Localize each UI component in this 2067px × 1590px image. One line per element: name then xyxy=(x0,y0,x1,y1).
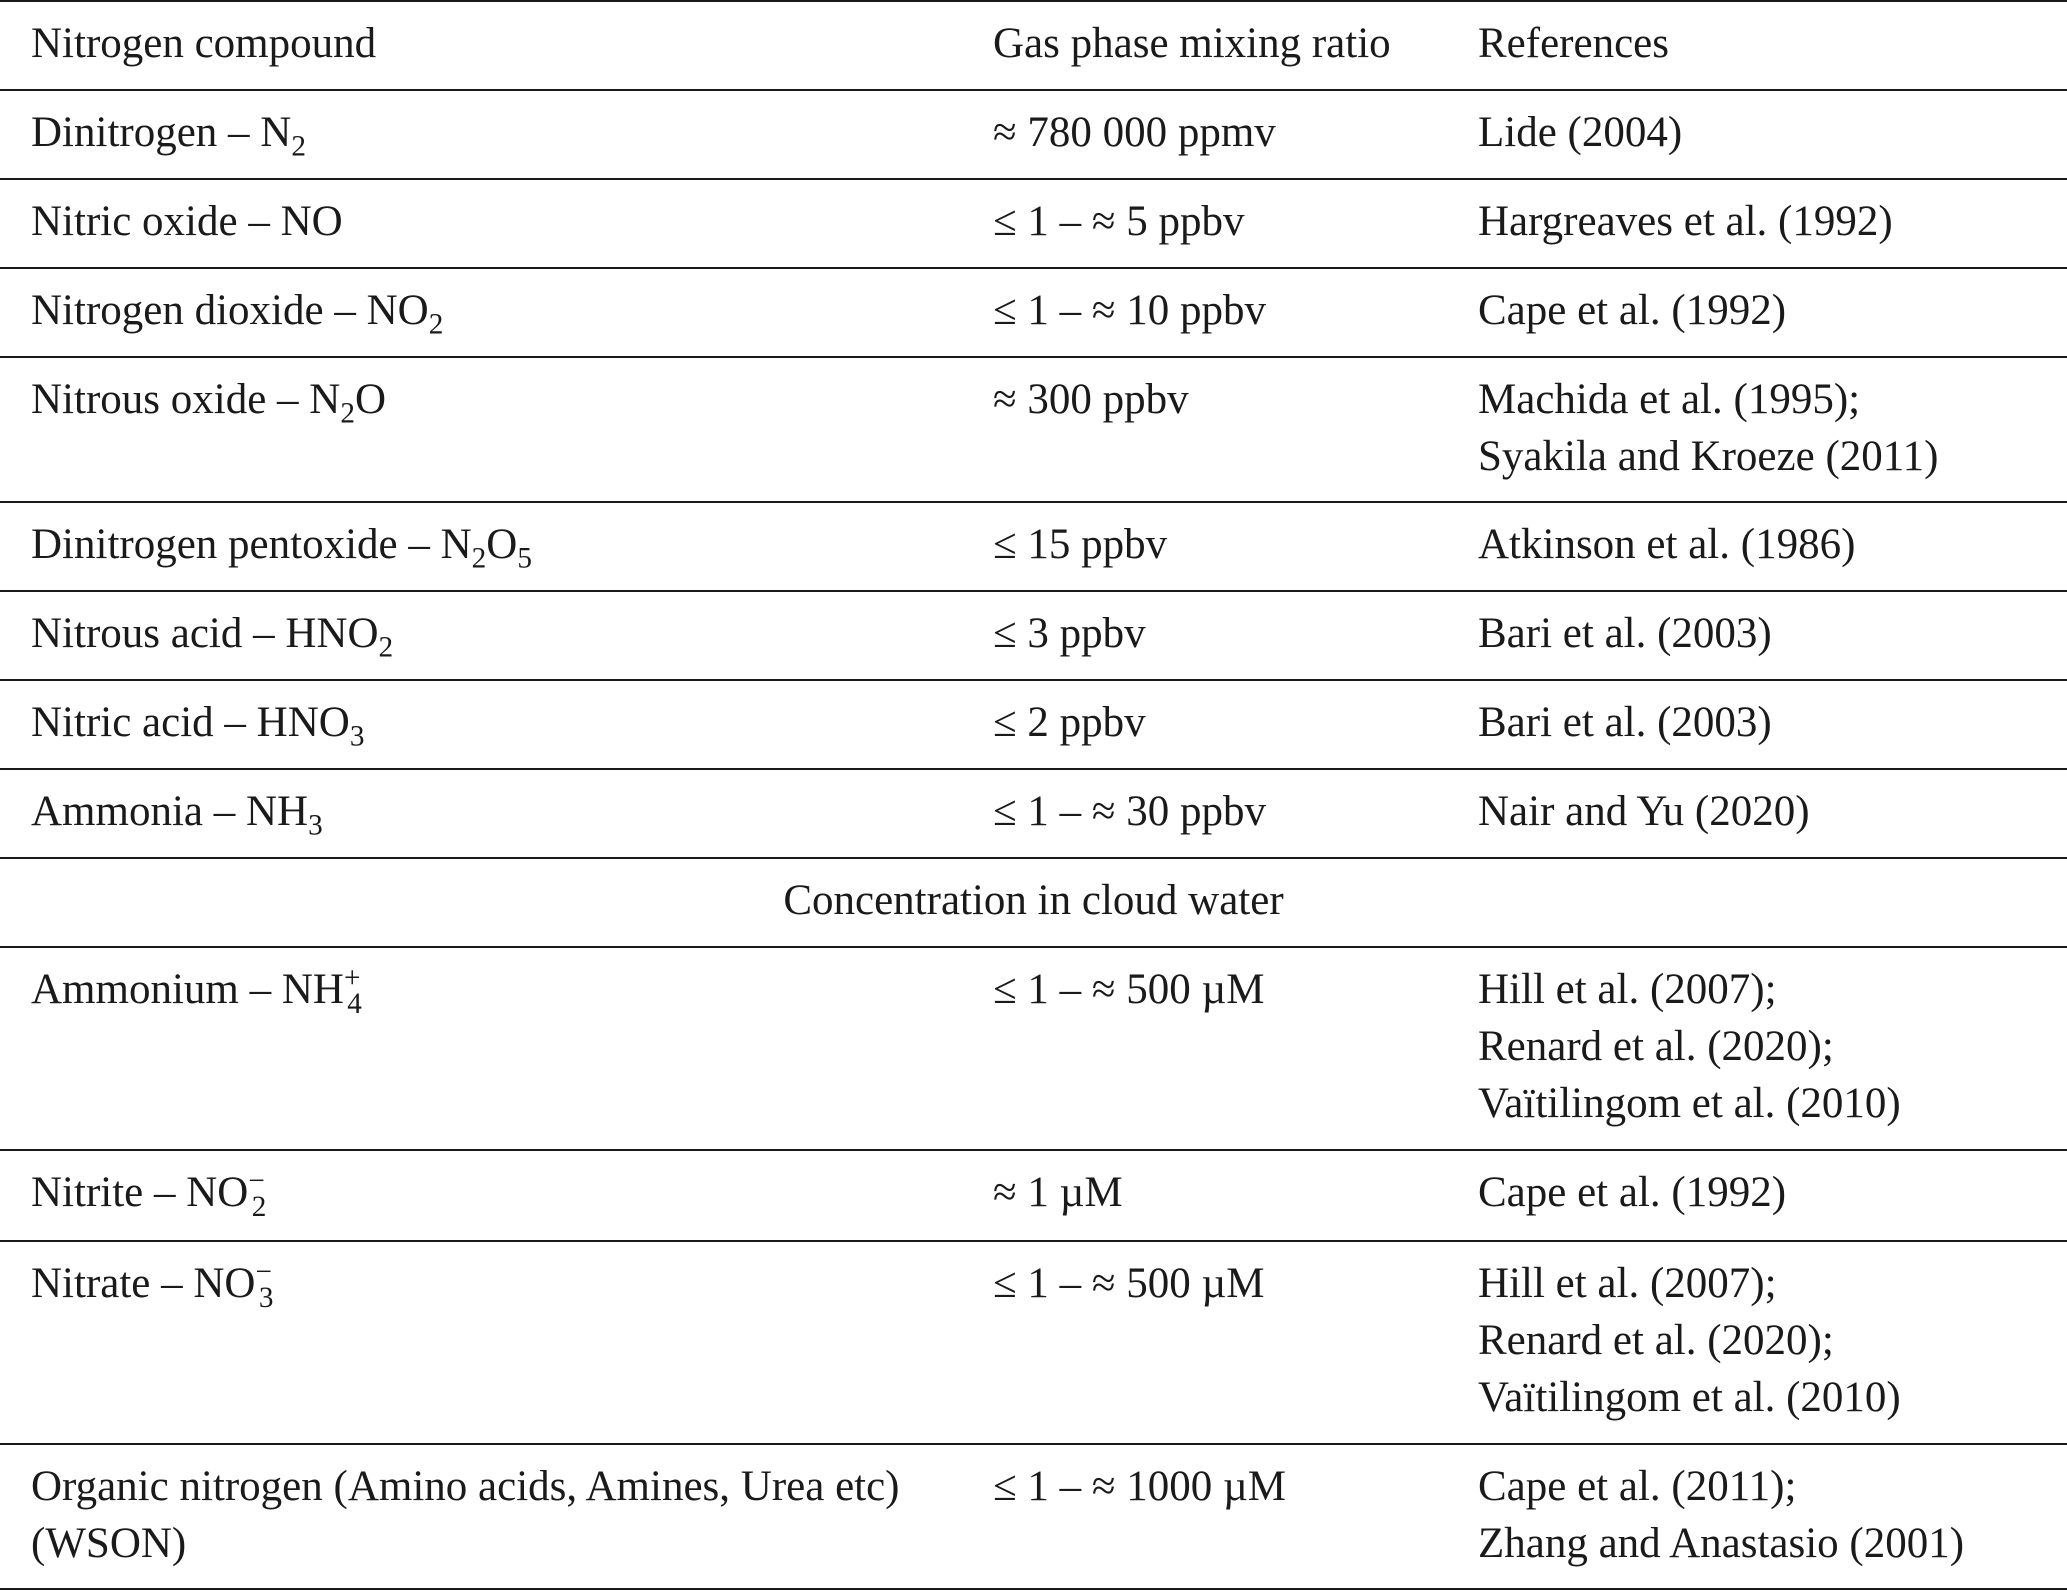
table-row xyxy=(0,90,2067,179)
reference-cell: Nair and Yu (2020) xyxy=(1478,769,2067,858)
table-row xyxy=(0,1241,2067,1444)
value-cell: ≤ 15 ppbv xyxy=(993,502,1478,591)
reference-cell: Atkinson et al. (1986) xyxy=(1478,502,2067,591)
value-cell: ≤ 1 – ≈ 10 ppbv xyxy=(993,268,1478,357)
value-cell: ≤ 2 ppbv xyxy=(993,680,1478,769)
compound-cell: Nitric acid – $HNO_3$ xyxy=(0,680,993,769)
compound-cell: Dinitrogen pentoxide – $N_2O_5$ xyxy=(0,502,993,591)
table-row xyxy=(0,357,2067,502)
value-cell: ≤ 1 – ≈ 5 ppbv xyxy=(993,179,1478,268)
section-label: Concentration in cloud water xyxy=(0,858,2067,947)
value-cell: ≤ 1 – ≈ 30 ppbv xyxy=(993,769,1478,858)
value-cell: ≈ 780 000 ppmv xyxy=(993,90,1478,179)
header-compound: Nitrogen compound xyxy=(0,1,993,90)
compound-cell: Nitrous acid – $HNO_2$ xyxy=(0,591,993,680)
table-row xyxy=(0,591,2067,680)
header-references: References xyxy=(1478,1,2067,90)
compound-cell: Nitrogen dioxide – $NO_2$ xyxy=(0,268,993,357)
value-cell: ≤ 3 ppbv xyxy=(993,591,1478,680)
compound-cell: Ammonia – $NH_3$ xyxy=(0,769,993,858)
reference-cell: Hargreaves et al. (1992) xyxy=(1478,179,2067,268)
value-cell: ≤ 1 – ≈ 500 µM xyxy=(993,947,1478,1150)
reference-cell: Machida et al. (1995); Syakila and Kroeze (2011) xyxy=(1478,357,2067,502)
table-row xyxy=(0,268,2067,357)
compound-cell: Nitrous oxide – $N_2O$ xyxy=(0,357,993,502)
table-row xyxy=(0,769,2067,858)
reference-cell: Lide (2004) xyxy=(1478,90,2067,179)
reference-cell: Cape et al. (1992) xyxy=(1478,1150,2067,1241)
compound-cell: Organic nitrogen (Amino acids, Amines, Urea etc) (WSON) xyxy=(0,1444,993,1589)
compound-cell: Ammonium – $NH^+_4$ xyxy=(0,947,993,1150)
table-row xyxy=(0,179,2067,268)
header-mixing-ratio: Gas phase mixing ratio xyxy=(993,1,1478,90)
reference-cell: Hill et al. (2007); Renard et al. (2020); Vaïtilingom et al. (2010) xyxy=(1478,947,2067,1150)
table-row xyxy=(0,1150,2067,1241)
compound-cell: Nitrate – $NO^-_3$ xyxy=(0,1241,993,1444)
reference-cell: Cape et al. (1992) xyxy=(1478,268,2067,357)
compound-cell: Nitrite – $NO^-_2$ xyxy=(0,1150,993,1241)
reference-cell: Hill et al. (2007); Renard et al. (2020); Vaïtilingom et al. (2010) xyxy=(1478,1241,2067,1444)
value-cell: ≤ 1 – ≈ 500 µM xyxy=(993,1241,1478,1444)
table-row xyxy=(0,947,2067,1150)
table-row xyxy=(0,1444,2067,1589)
value-cell: ≤ 1 – ≈ 1000 µM xyxy=(993,1444,1478,1589)
table-row xyxy=(0,680,2067,769)
value-cell: ≈ 300 ppbv xyxy=(993,357,1478,502)
section-header-row xyxy=(0,858,2067,947)
compound-cell: Nitric oxide – NO xyxy=(0,179,993,268)
reference-cell: Bari et al. (2003) xyxy=(1478,591,2067,680)
table-header-row xyxy=(0,1,2067,90)
table-row xyxy=(0,502,2067,591)
reference-cell: Cape et al. (2011); Zhang and Anastasio (2001) xyxy=(1478,1444,2067,1589)
value-cell: ≈ 1 µM xyxy=(993,1150,1478,1241)
reference-cell: Bari et al. (2003) xyxy=(1478,680,2067,769)
compound-cell: Dinitrogen – $N_2$ xyxy=(0,90,993,179)
